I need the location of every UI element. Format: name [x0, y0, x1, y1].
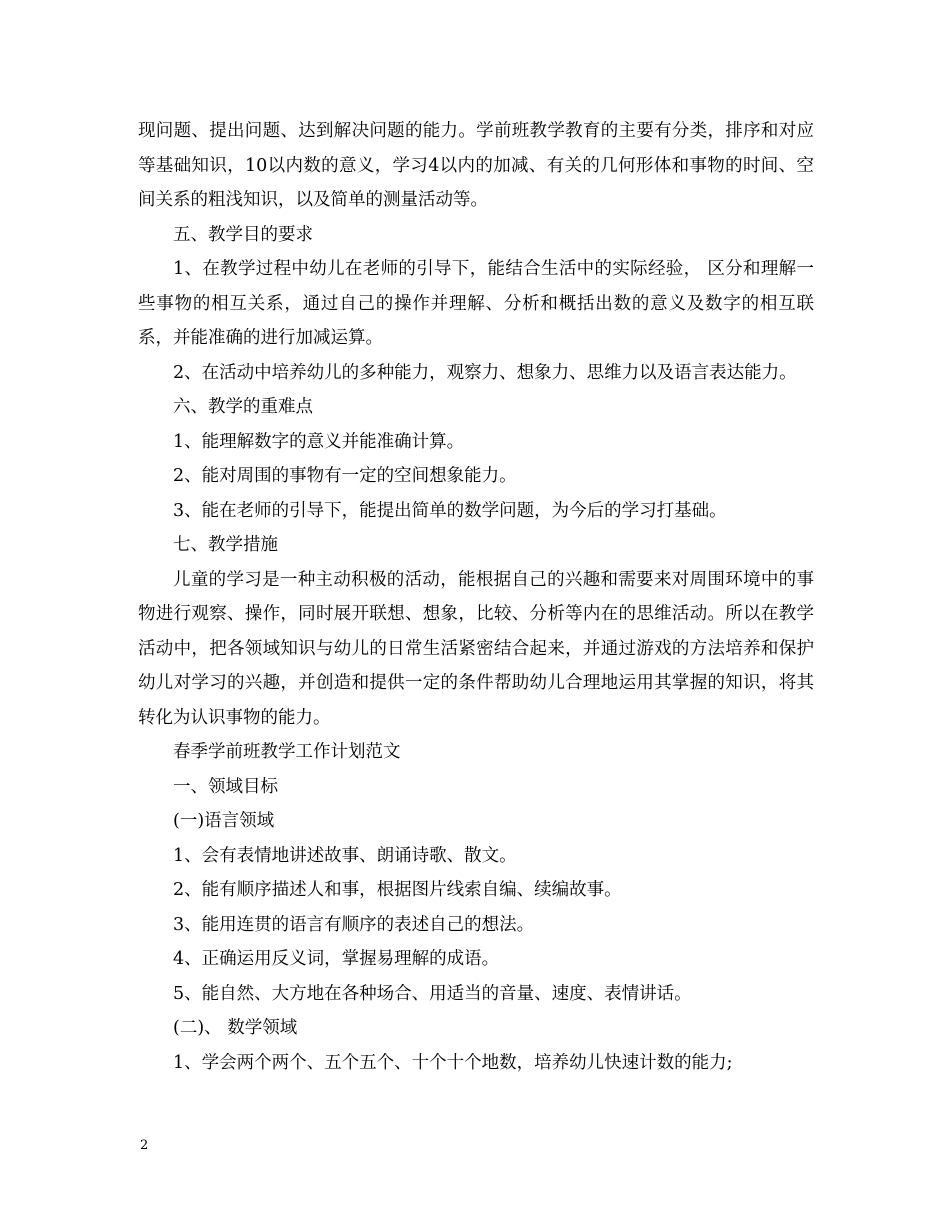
list-item: 5、能自然、大方地在各种场合、用适当的音量、速度、表情讲话。	[173, 983, 692, 1004]
list-item: 1、会有表情地讲述故事、朗诵诗歌、散文。	[173, 845, 517, 866]
paragraph: 2、在活动中培养幼儿的多种能力，观察力、想象力、思维力以及语言表达能力。	[173, 362, 797, 383]
document-body	[138, 114, 814, 1080]
page-number: 2	[140, 1138, 149, 1153]
paragraph: 儿童的学习是一种主动积极的活动，能根据自己的兴趣和需要来对周围环境中的事物进行观察、操作，同时展开联想、想象，比较、分析等内在的思维活动。所以在教学活动中，把各领域知识与幼儿的日常生活紧密结合起来，并通过游戏的方法培养和保护幼儿对学习的兴趣，并创造和提供一定的条件帮助幼儿合理地运用其掌握的知识，将其转化为认识事物的能力。	[138, 569, 814, 728]
section-heading: 一、领域目标	[173, 776, 278, 797]
list-item: 3、能在老师的引导下，能提出简单的数学问题，为今后的学习打基础。	[173, 500, 727, 521]
subsection-heading: (一)语言领域	[173, 811, 275, 831]
section-heading: 七、教学措施	[173, 535, 278, 555]
section-heading: 六、教学的重难点	[173, 397, 313, 417]
list-item: 1、能理解数字的意义并能准确计算。	[173, 431, 465, 452]
list-item: 2、能对周围的事物有一定的空间想象能力。	[173, 466, 517, 486]
list-item: 3、能用连贯的语言有顺序的表述自己的想法。	[173, 914, 535, 935]
document-subtitle: 春季学前班教学工作计划范文	[173, 742, 401, 762]
paragraph: 1、在教学过程中幼儿在老师的引导下，能结合生活中的实际经验， 区分和理解一些事物的相互关系，通过自己的操作并理解、分析和概括出数的意义及数字的相互联系，并能准确的进行加减运算。	[138, 259, 814, 348]
list-item: 4、正确运用反义词，掌握易理解的成语。	[173, 949, 500, 969]
subsection-heading: (二)、 数学领域	[173, 1018, 298, 1038]
section-heading: 五、教学目的要求	[173, 224, 313, 245]
list-item: 1、学会两个两个、五个五个、十个十个地数，培养幼儿快速计数的能力;	[173, 1052, 733, 1073]
list-item: 2、能有顺序描述人和事，根据图片线索自编、续编故事。	[173, 880, 622, 900]
paragraph: 现问题、提出问题、达到解决问题的能力。学前班教学教育的主要有分类，排序和对应等基础知识，10以内数的意义，学习4以内的加减、有关的几何形体和事物的时间、空间关系的粗浅知识，以及简单的测量活动等。	[138, 121, 814, 210]
